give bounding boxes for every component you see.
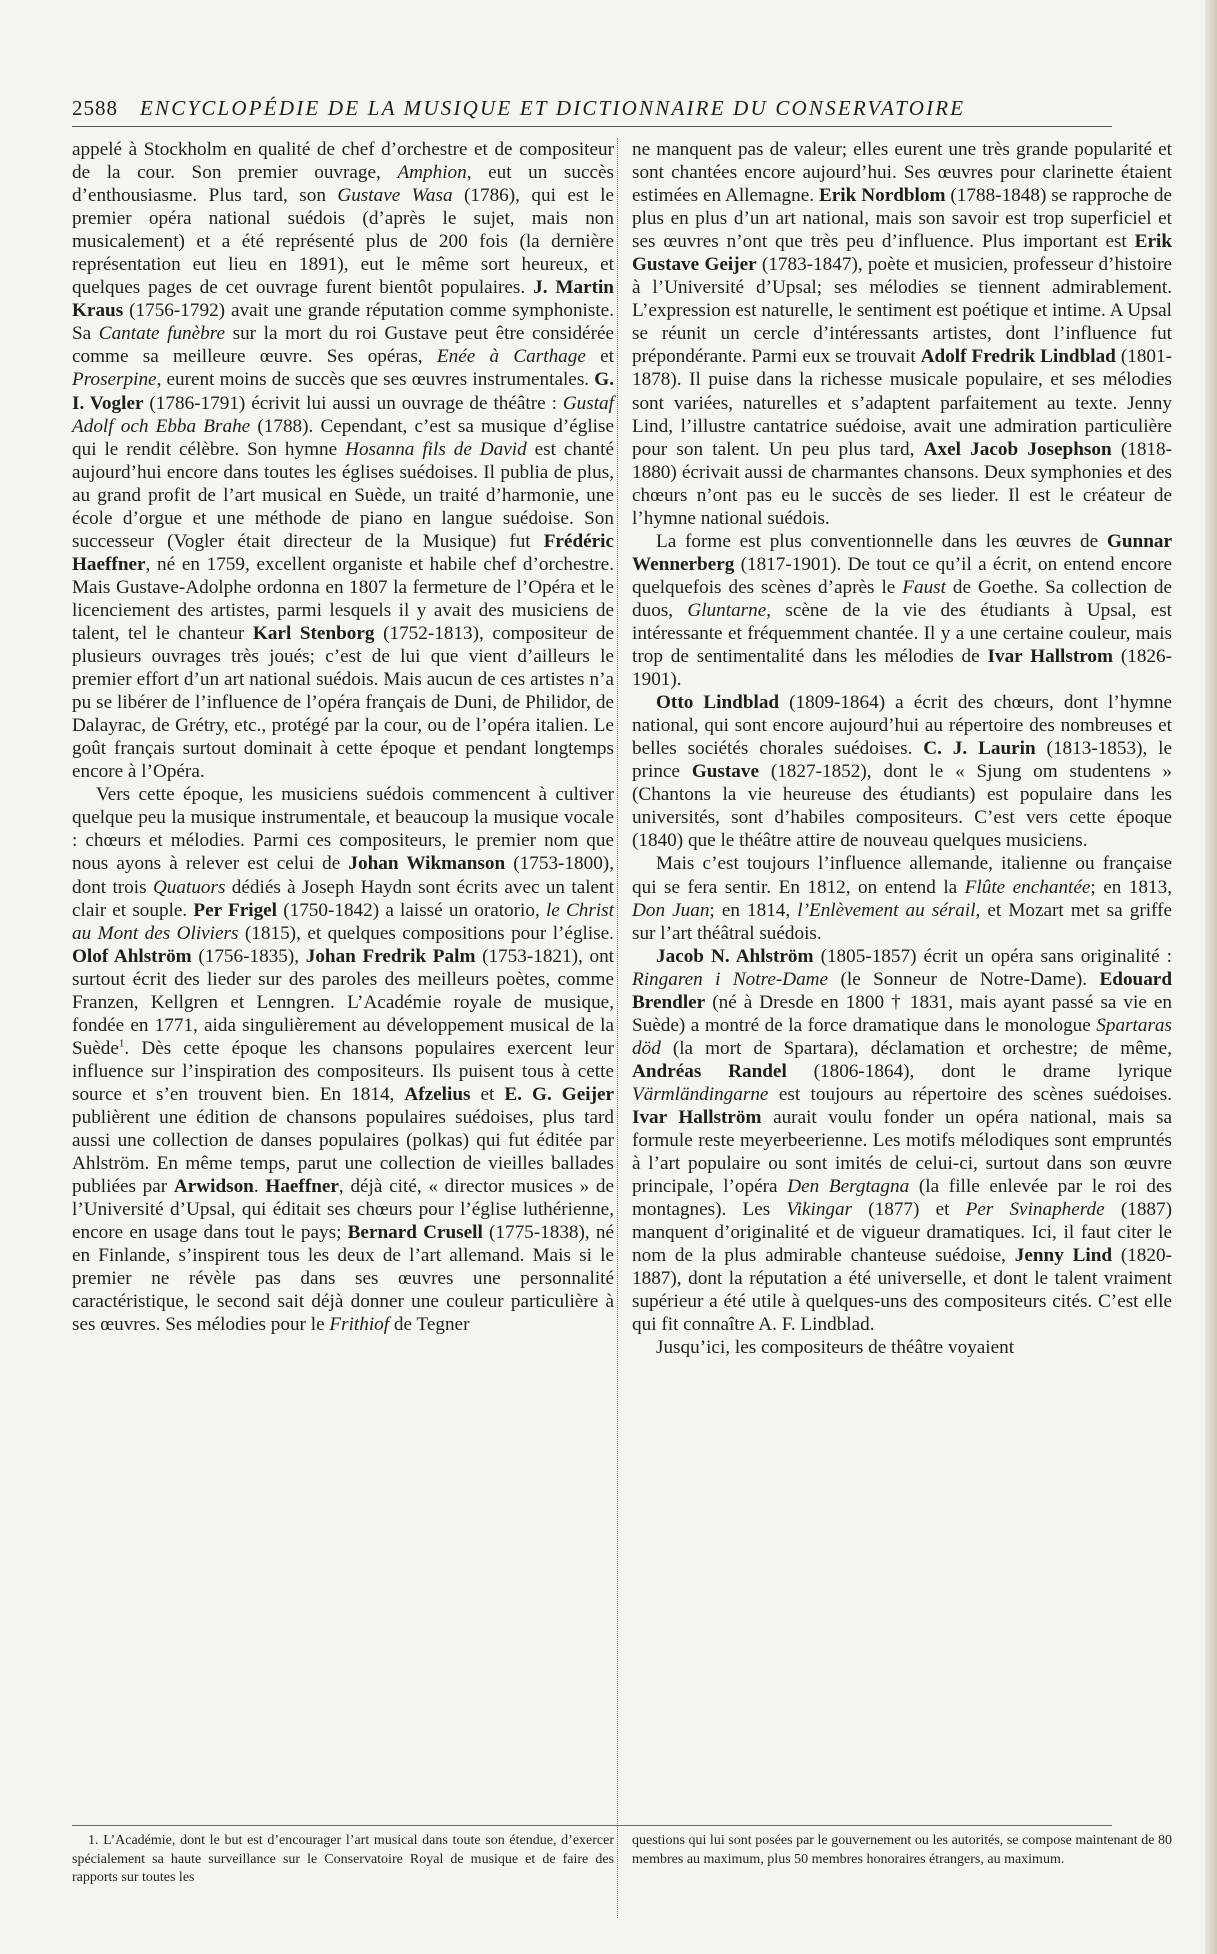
- right-paragraph-2: La forme est plus conventionnelle dans les œuvres de Gunnar Wennerberg (1817-1901). De tout ce qu’il a écrit, on entend encore quelquefois des scènes d’après le Faust de Goethe. Sa collection de duos, Gluntarne, scène de la vie des étudiants à Upsal, est intéressante et fréquemment chantée. Il y a une certaine couleur, mais trop de sentimentalité dans les mélodies de Ivar Hallstrom (1826-1901).: [632, 530, 1172, 691]
- page-edge: [1205, 0, 1217, 1954]
- right-paragraph-1: ne manquent pas de valeur; elles eurent une très grande popularité et sont chantées encore aujourd’hui. Ses œuvres pour clarinette étaient estimées en Allemagne. Erik Nordblom (1788-1848) se rapproche de plus en plus d’un art national, mais son savoir est trop superficiel et ses œuvres n’ont que très peu d’influence. Plus important est Erik Gustave Geijer (1783-1847), poète et musicien, professeur d’histoire à l’Université d’Upsal; ses mélodies se tiennent admirablement. L’expression est naturelle, le sentiment est poétique et intime. A Upsal se réunit un cercle d’intéressants artistes, dont l’influence fut prépondérante. Parmi eux se trouvait Adolf Fredrik Lindblad (1801-1878). Il puise dans la richesse musicale populaire, et ses mélodies sont variées, naturelles et s’adaptent parfaitement au texte. Jenny Lind, l’illustre cantatrice suédoise, avait une admiration particulière pour son talent. Un peu plus tard, Axel Jacob Josephson (1818-1880) écrivait aussi de charmantes chansons. Deux symphonies et des chœurs n’ont pas eu le succès de ses lieder. Il est le créateur de l’hymne national suédois.: [632, 139, 1173, 529]
- left-paragraph-2: Vers cette époque, les musiciens suédois commencent à cultiver quelque peu la musique instrumentale, et beaucoup la musique vocale : chœurs et mélodies. Parmi ces compositeurs, le premier nom que nous ayons à relever est celui de Johan Wikmanson (1753-1800), dont trois Quatuors dédiés à Joseph Haydn sont écrits avec un talent clair et souple. Per Frigel (1750-1842) a laissé un oratorio, le Christ au Mont des Oliviers (1815), et quelques compositions pour l’église. Olof Ahlström (1756-1835), Johan Fredrik Palm (1753-1821), ont surtout écrit des lieder sur des paroles des meilleurs poètes, comme Franzen, Kellgren et Lenngren. L’Académie royale de musique, fondée en 1771, aida singulièrement au développement musical de la Suède$^1$. Dès cette époque les chansons populaires exercent leur influence sur l’inspiration des compositeurs. Ils puisent tous à cette source et s’en trouvent bien. En 1814, Afzelius et E. G. Geijer publièrent une édition de chansons populaires suédoises, plus tard aussi une collection de danses populaires (polkas) qui fut éditée par Ahlström. En même temps, parut une collection de vieilles ballades publiées par Arwidson. Haeffner, déjà cité, « director musices » de l’Université d’Upsal, qui éditait ses chœurs pour l’église luthérienne, encore en usage dans tout le pays; Bernard Crusell (1775-1838), né en Finlande, s’inspirent tous les deux de l’art allemand. Mais si le premier ne révèle pas dans ses œuvres une personnalité caractéristique, le second sait déjà donner une couleur particulière à ses œuvres. Ses mélodies pour le Frithiof de Tegner: [72, 784, 615, 1336]
- left-column: [72, 138, 614, 1336]
- right-paragraph-3: Otto Lindblad (1809-1864) a écrit des chœurs, dont l’hymne national, qui sont encore aujourd’hui au répertoire des nombreuses et belles sociétés chorales suédoises. C. J. Laurin (1813-1853), le prince Gustave (1827-1852), dont le « Sjung om studentens » (Chantons la vie heureuse des étudiants) est populaire dans les universités, sont d’habiles compositeurs. C’est vers cette époque (1840) que le théâtre attire de nouveau quelques musiciens.: [632, 692, 1172, 852]
- right-paragraph-4: Mais c’est toujours l’influence allemande, italienne ou française qui se fera sentir. En 1812, on entend la Flûte enchantée; en 1813, Don Juan; en 1814, l’Enlèvement au sérail, et Mozart met sa griffe sur l’art théâtral suédois.: [632, 853, 1172, 944]
- header-rule: [72, 126, 1112, 127]
- footnote-ref: 1: [118, 1037, 125, 1050]
- running-title: ENCYCLOPÉDIE DE LA MUSIQUE ET DICTIONNAIRE DU CONSERVATOIRE: [140, 96, 966, 120]
- right-paragraph-5: Jacob N. Ahlström (1805-1857) écrit un opéra sans originalité : Ringaren i Notre-Dame (le Sonneur de Notre-Dame). Edouard Brendler (né à Dresde en 1800 † 1831, mais ayant passé sa vie en Suède) a montré de la force dramatique dans le monologue Spartaras död (la mort de Spartara), déclamation et orchestre; de même, Andréas Randel (1806-1864), dont le drame lyrique Värmländingarne est toujours au répertoire des scènes suédoises. Ivar Hallström aurait voulu fonder un opéra national, mais sa formule reste meyerbeerienne. Les motifs mélodiques sont empruntés à l’art populaire ou sont imités de celui-ci, surtout dans son œuvre principale, l’opéra Den Bergtagna (la fille enlevée par le roi des montagnes). Les Vikingar (1877) et Per Svinapherde (1887) manquent d’originalité et de vigueur dramatiques. Ici, il faut citer le nom de la plus admirable chanteuse suédoise, Jenny Lind (1820-1887), dont la réputation a été universelle, et dont le talent vraiment supérieur a été utile à quelques-uns des compositeurs cités. C’est elle qui fit connaître A. F. Lindblad.: [632, 945, 1172, 1336]
- footnote-left: [72, 1832, 614, 1888]
- footnote-text-left: 1. L’Académie, dont le but est d’encourager l’art musical dans toute son étendue, d’exercer spécialement sa haute surveillance sur le Conservatoire Royal de musique et de faire des rapports sur toutes les: [72, 1833, 614, 1885]
- footnote-rule: [72, 1825, 1112, 1826]
- footnote-text-right: questions qui lui sont posées par le gouvernement ou les autorités, se compose maintenant de 80 membres au maximum, plus 50 membres honoraires étrangers, au maximum.: [632, 1833, 1172, 1867]
- running-header: [72, 96, 1112, 122]
- page-number: 2588: [72, 96, 118, 120]
- right-column: [632, 138, 1172, 1359]
- right-paragraph-6: Jusqu’ici, les compositeurs de théâtre voyaient: [656, 1337, 1015, 1359]
- footnote-right: [632, 1832, 1172, 1869]
- column-divider: [617, 138, 618, 1918]
- left-paragraph-1: appelé à Stockholm en qualité de chef d’orchestre et de compositeur de la cour. Son premier ouvrage, Amphion, eut un succès d’enthousiasme. Plus tard, son Gustave Wasa (1786), qui est le premier opéra national suédois (d’après le sujet, mais non musicalement) et a été représenté plus de 200 fois (la dernière représentation eut lieu en 1891), eut le même sort heureux, et quelques pages de cet ouvrage furent bientôt populaires. J. Martin Kraus (1756-1792) avait une grande réputation comme symphoniste. Sa Cantate funèbre sur la mort du roi Gustave peut être considérée comme sa meilleure œuvre. Ses opéras, Enée à Carthage et Proserpine, eurent moins de succès que ses œuvres instrumentales. G. I. Vogler (1786-1791) écrivit lui aussi un ouvrage de théâtre : Gustaf Adolf och Ebba Brahe (1788). Cependant, c’est sa musique d’église qui le rendit célèbre. Son hymne Hosanna fils de David est chanté aujourd’hui encore dans toutes les églises suédoises. Il publia de plus, au grand profit de l’art musical en Suède, un traité d’harmonie, une école d’orgue et une méthode de piano en langue suédoise. Son successeur (Vogler était directeur de la Musique) fut Frédéric Haeffner, né en 1759, excellent organiste et habile chef d’orchestre. Mais Gustave-Adolphe ordonna en 1807 la fermeture de l’Opéra et le licenciement des artistes, parmi lesquels il y avait des musiciens de talent, tel le chanteur Karl Stenborg (1752-1813), compositeur de plusieurs ouvrages très joués; c’est de lui que vient d’ailleurs le premier effort d’un art national suédois. Mais aucun de ces artistes n’a pu se libérer de l’influence de l’opéra français de Duni, de Philidor, de Dalayrac, de Grétry, etc., protégé par la cour, ou de l’opéra italien. Le goût français surtout dominait à cette époque et pendant longtemps encore à l’Opéra.: [72, 139, 615, 783]
